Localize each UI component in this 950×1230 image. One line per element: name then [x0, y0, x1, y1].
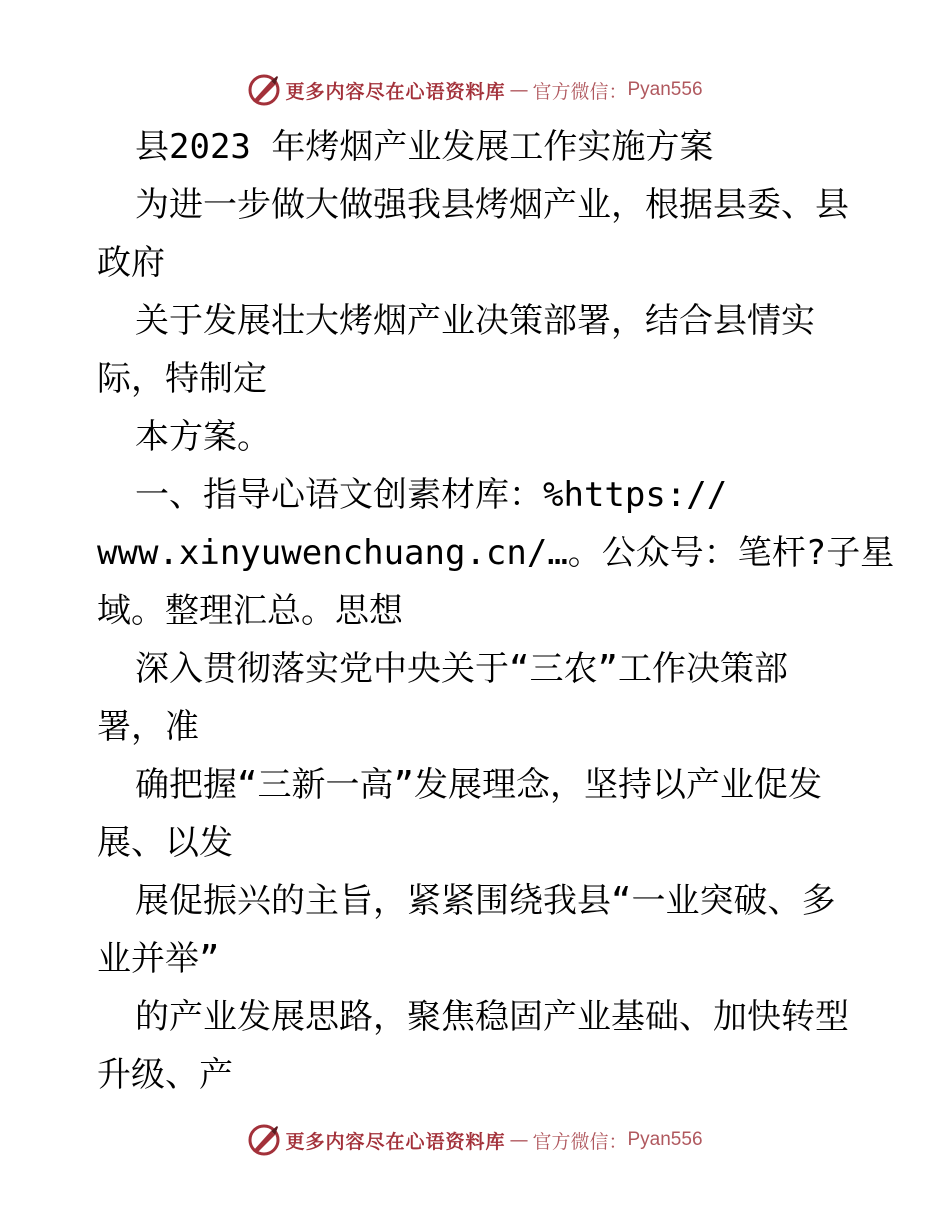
section-heading: 一、指导心语文创素材库：%https:// — [135, 475, 728, 515]
text-line: 的产业发展思路，聚焦稳固产业基础、加快转型 — [135, 997, 849, 1037]
watermark-separator: — — [509, 1129, 529, 1151]
watermark-label: 官方微信： — [532, 80, 628, 103]
watermark-wechat-id: Pyan556 — [627, 79, 703, 100]
text-line: 业并举” — [97, 939, 220, 979]
text-line: 升级、产 — [97, 1055, 233, 1095]
watermark-header — [0, 70, 950, 110]
text-line: 政府 — [97, 243, 165, 283]
text-line: 际，特制定 — [97, 359, 267, 399]
text-line: 展促振兴的主旨，紧紧围绕我县“一业突破、多 — [135, 881, 836, 921]
watermark-footer — [0, 1120, 950, 1160]
text-line: 深入贯彻落实党中央关于“三农”工作决策部 — [135, 649, 788, 689]
watermark-separator: — — [509, 79, 529, 101]
text-line: www.xinyuwenchuang.cn/…。公众号：笔杆?子星 — [97, 533, 895, 573]
text-line: 确把握“三新一高”发展理念，坚持以产业促发 — [135, 765, 822, 805]
text-line: 署，准 — [97, 707, 199, 747]
watermark-main-text: 更多内容尽在心语资料库 — [285, 1130, 506, 1153]
watermark-wechat-id: Pyan556 — [627, 1129, 703, 1150]
text-line: 本方案。 — [135, 417, 271, 457]
document-body — [97, 118, 895, 1104]
quill-logo-icon — [247, 1123, 281, 1157]
quill-logo-icon — [247, 73, 281, 107]
watermark-label: 官方微信： — [532, 1130, 628, 1153]
watermark-main-text: 更多内容尽在心语资料库 — [285, 80, 506, 103]
text-line: 域。整理汇总。思想 — [97, 591, 403, 631]
text-line: 关于发展壮大烤烟产业决策部署，结合县情实 — [135, 301, 815, 341]
document-title: 县2023 年烤烟产业发展工作实施方案 — [135, 127, 714, 167]
text-line: 展、以发 — [97, 823, 233, 863]
text-line: 为进一步做大做强我县烤烟产业，根据县委、县 — [135, 185, 849, 225]
